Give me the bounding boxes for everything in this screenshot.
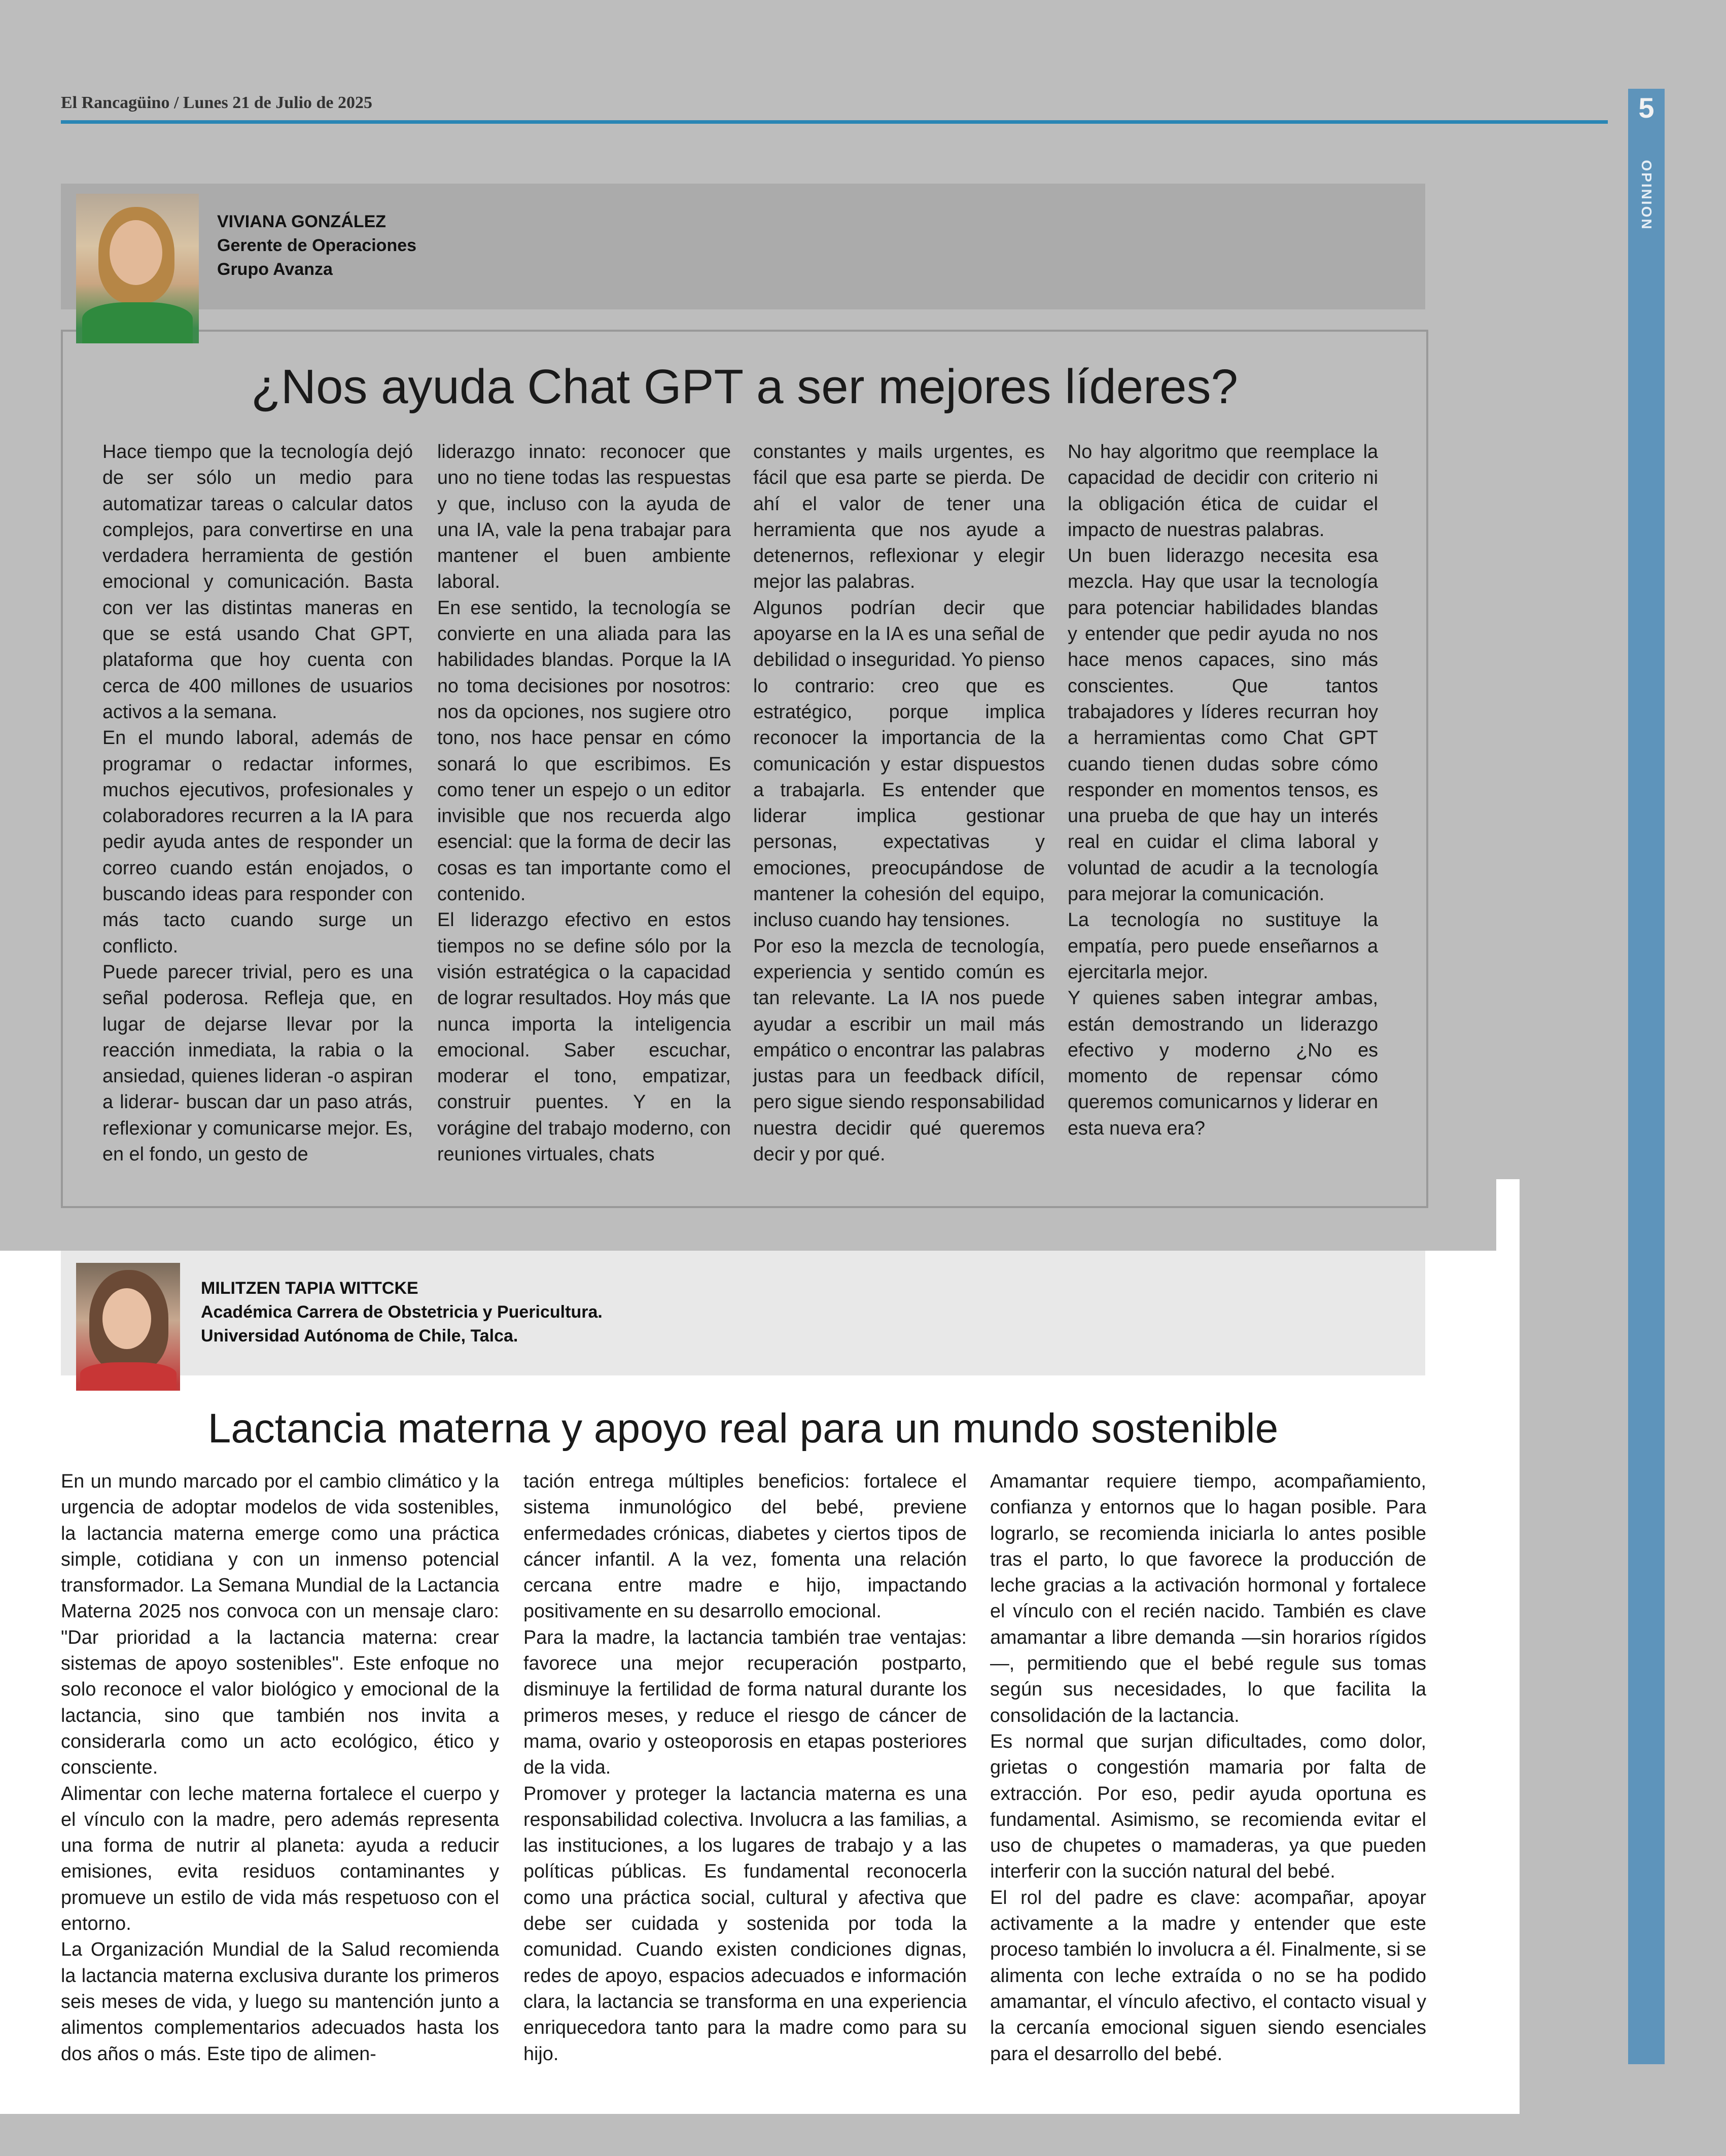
author-role: Gerente de Operaciones xyxy=(217,236,417,255)
author-role: Académica Carrera de Obstetricia y Puericultura. xyxy=(201,1302,603,1322)
article-column xyxy=(753,439,1045,1168)
paragraph: Promover y proteger la lactancia materna es una responsabilidad colectiva. Involucra a las familias, a las instituciones, a los lugares de trabajo y a las políticas públicas. Es fundamental reconocerla como una práctica social, cultural y afectiva que debe ser cuidada y sostenida por toda la comunidad. Cuando existen condiciones dignas, redes de apoyo, espacios adecuados e información clara, la lactancia se transforma en una experiencia enriquecedora tanto para la madre como para su hijo. xyxy=(523,1783,967,2065)
article-column xyxy=(990,1469,1426,2067)
issue-date: Lunes 21 de Julio de 2025 xyxy=(183,93,373,112)
paragraph: Puede parecer trivial, pero es una señal poderosa. Refleja que, en lugar de dejarse llevar por la reacción inmediata, la rabia o la ansiedad, quienes lideran -o aspiran a liderar- buscan dar un paso atrás, reflexionar y comunicarse mejor. Es, en el fondo, un gesto de xyxy=(102,961,413,1165)
article-column xyxy=(61,1469,499,2067)
article-column xyxy=(102,439,413,1168)
author-photo xyxy=(76,1263,180,1391)
paragraph: Hace tiempo que la tecnología dejó de ser sólo un medio para automatizar tareas o calcular datos complejos, para convertirse en una verdadera herramienta de gestión emocional y comunicación. Basta con ver las distintas maneras en que se está usando Chat GPT, plataforma que hoy cuenta con cerca de 400 millones de usuarios activos a la semana. xyxy=(102,441,413,723)
paragraph: Amamantar requiere tiempo, acompañamiento, confianza y entornos que lo hagan posible. Para lograrlo, se recomienda iniciarla lo antes posible tras el parto, lo que favorece la producción de leche gracias a la activación hormonal y fortalece el vínculo con el recién nacido. También es clave amamantar a libre demanda —sin horarios rígidos—, permitiendo que el bebé regule sus tomas según sus necesidades, lo que facilita la consolidación de la lactancia. xyxy=(990,1471,1426,1726)
paragraph: Para la madre, la lactancia también trae ventajas: favorece una mejor recuperación postparto, disminuye la fertilidad de forma natural durante los primeros meses, y reduce el riesgo de cáncer de mama, ovario y osteoporosis en etapas posteriores de la vida. xyxy=(523,1627,967,1779)
author-photo xyxy=(76,194,199,343)
header-rule xyxy=(61,120,1608,124)
author-name: MILITZEN TAPIA WITTCKE xyxy=(201,1279,418,1298)
paragraph: Y quienes saben integrar ambas, están demostrando un liderazgo efectivo y moderno ¿No es momento de repensar cómo queremos comunicarnos y liderar en esta nueva era? xyxy=(1068,987,1378,1139)
article-column xyxy=(523,1469,967,2067)
paragraph: La tecnología no sustituye la empatía, pero puede enseñarnos a ejercitarla mejor. xyxy=(1068,909,1378,983)
paragraph: En un mundo marcado por el cambio climático y la urgencia de adoptar modelos de vida sostenibles, la lactancia materna emerge como una práctica simple, cotidiana y con un inmenso potencial transformador. La Semana Mundial de la Lactancia Materna 2025 nos convoca con un mensaje claro: "Dar prioridad a la lactancia materna: crear sistemas de apoyo sostenibles". Este enfoque no solo reconoce el valor biológico y emocional de la lactancia, sino que también nos invita a considerarla como un acto ecológico, ético y consciente. xyxy=(61,1471,499,1779)
section-label: OPINION xyxy=(1639,160,1654,231)
article-title: ¿Nos ayuda Chat GPT a ser mejores líderes? xyxy=(251,360,1238,414)
article-background-notch xyxy=(1496,1179,1520,1260)
author-credit xyxy=(201,1277,603,1348)
paragraph: liderazgo innato: reconocer que uno no tiene todas las respuestas y que, incluso con la ayuda de una IA, vale la pena trabajar para mantener el buen ambiente laboral. xyxy=(437,441,731,593)
page-number: 5 xyxy=(1638,92,1654,124)
paragraph: No hay algoritmo que reemplace la capacidad de decidir con criterio ni la obligación ética de cuidar el impacto de nuestras palabras. xyxy=(1068,441,1378,541)
paragraph: Un buen liderazgo necesita esa mezcla. Hay que usar la tecnología para potenciar habilidades blandas y entender que pedir ayuda no nos hace menos capaces, sino más conscientes. Que tantos trabajadores y líderes recurran hoy a herramientas como Chat GPT cuando tienen dudas sobre cómo responder en momentos tensos, es una prueba de que hay un interés real en cuidar el clima laboral y voluntad de acudir a la tecnología para mejorar la comunicación. xyxy=(1068,545,1378,905)
masthead xyxy=(61,93,372,113)
author-credit xyxy=(217,210,416,281)
author-name: VIVIANA GONZÁLEZ xyxy=(217,212,386,231)
paragraph: Algunos podrían decir que apoyarse en la IA es una señal de debilidad o inseguridad. Yo pienso lo contrario: creo que es estratégico, porque implica reconocer la importancia de la comunicación y estar dispuestos a trabajarla. Es entender que liderar implica gestionar personas, expectativas y emociones, preocupándose de mantener la cohesión del equipo, incluso cuando hay tensiones. xyxy=(753,597,1045,931)
article-title: Lactancia materna y apoyo real para un mundo sostenible xyxy=(207,1405,1279,1452)
article-column xyxy=(437,439,731,1168)
paragraph: Por eso la mezcla de tecnología, experiencia y sentido común es tan relevante. La IA nos puede ayudar a escribir un mail más empático o encontrar las palabras justas para un feedback difícil, pero sigue siendo responsabilidad nuestra decidir qué queremos decir y por qué. xyxy=(753,935,1045,1165)
paragraph: constantes y mails urgentes, es fácil que esa parte se pierda. De ahí el valor de tener una herramienta que nos ayude a detenernos, reflexionar y elegir mejor las palabras. xyxy=(753,441,1045,593)
paragraph: El liderazgo efectivo en estos tiempos no se define sólo por la visión estratégica o la capacidad de lograr resultados. Hoy más que nunca importa la inteligencia emocional. Saber escuchar, moderar el tono, empatizar, construir puentes. Y en la vorágine del trabajo moderno, con reuniones virtuales, chats xyxy=(437,909,731,1165)
paragraph: tación entrega múltiples beneficios: fortalece el sistema inmunológico del bebé, previene enfermedades crónicas, diabetes y ciertos tipos de cáncer infantil. A la vez, fomenta una relación cercana entre madre e hijo, impactando positivamente en su desarrollo emocional. xyxy=(523,1471,967,1622)
paragraph: El rol del padre es clave: acompañar, apoyar activamente a la madre y entender que este proceso también lo involucra a él. Finalmente, si se alimenta con leche extraída o no se ha podido amamantar, el vínculo afectivo, el contacto visual y la cercanía emocional siguen siendo esenciales para el desarrollo del bebé. xyxy=(990,1887,1426,2065)
paragraph: En el mundo laboral, además de programar o redactar informes, muchos ejecutivos, profesionales y colaboradores recurren a la IA para pedir ayuda antes de responder un correo cuando están enojados, o buscando ideas para responder con más tacto cuando surge un conflicto. xyxy=(102,727,413,957)
paragraph: En ese sentido, la tecnología se convierte en una aliada para las habilidades blandas. Porque la IA no toma decisiones por nosotros: nos da opciones, nos sugiere otro tono, nos hace pensar en cómo sonará lo que escribimos. Es como tener un espejo o un editor invisible que nos recuerda algo esencial: que la forma de decir las cosas es tan importante como el contenido. xyxy=(437,597,731,905)
paragraph: Alimentar con leche materna fortalece el cuerpo y el vínculo con la madre, pero además representa una forma de nutrir al planeta: ayuda a reducir emisiones, evita residuos contaminantes y promueve un estilo de vida más respetuoso con el entorno. xyxy=(61,1783,499,1935)
author-org: Universidad Autónoma de Chile, Talca. xyxy=(201,1326,518,1346)
paragraph: La Organización Mundial de la Salud recomienda la lactancia materna exclusiva durante los primeros seis meses de vida, y luego su mantención junto a alimentos complementarios adecuados hasta los dos años o más. Este tipo de alimen- xyxy=(61,1939,499,2065)
publication-name: El Rancagüino / xyxy=(61,93,179,112)
article-column xyxy=(1068,439,1378,1142)
paragraph: Es normal que surjan dificultades, como dolor, grietas o congestión mamaria por falta de extracción. Por eso, pedir ayuda oportuna es fundamental. Asimismo, se recomienda evitar el uso de chupetes o mamaderas, ya que pueden interferir con la succión natural del bebé. xyxy=(990,1730,1426,1883)
section-sidebar xyxy=(1628,89,1665,2064)
author-org: Grupo Avanza xyxy=(217,260,333,279)
